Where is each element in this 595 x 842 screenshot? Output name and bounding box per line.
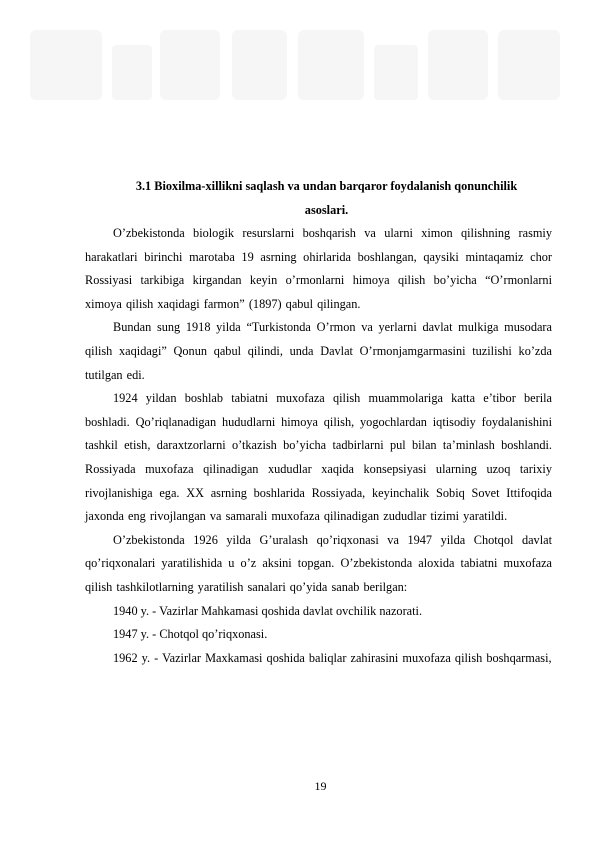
watermark-logo <box>0 0 595 170</box>
document-body <box>85 174 552 670</box>
list-item: 1947 y. - Chotqol qo’riqxonasi. <box>113 627 268 642</box>
section-heading-continued: asoslari. <box>304 203 349 217</box>
section-heading: 3.1 Bioxilma-xillikni saqlash va undan barqaror foydalanish qonunchilik <box>135 179 518 193</box>
paragraph: 1962 y. - Vazirlar Maxkamasi qoshida baliqlar zahirasini muxofaza qilish boshqarmasi, <box>113 650 552 665</box>
paragraph: 1924 yildan boshlab tabiatni muxofaza qilish muammolariga katta e’tibor berila boshladi. Qo’riqlanadigan hududlarni himoya qilish, yogochlardan iqtisodiy foydalanishini tashkil etish, daraxtzorlarni o’tkazish bo’yicha tadbirlarni pul bilan ta’minlash boshlandi. Rossiyada muxofaza qilinadigan xududlar xaqida konsepsiyasi ularning uzoq tarixiy rivojlanishiga ega. XX asrning boshlarida Rossiyada, keyinchalik Sobiq Sovet Ittifoqida jaxonda eng rivojlangan va samarali muxofaza qilinadigan zududlar tizimi yaratildi. <box>85 391 552 524</box>
page-number: 19 <box>314 779 327 793</box>
paragraph: Bundan sung 1918 yilda “Turkistonda O’rmon va yerlarni davlat mulkiga musodara qilish xaqidagi” Qonun qabul qilindi, unda Davlat O’rmonjamgarmasini tuzilishi ko’zda tutilgan edi. <box>85 320 552 382</box>
list-item: 1940 y. - Vazirlar Mahkamasi qoshida davlat ovchilik nazorati. <box>113 603 423 618</box>
paragraph: O’zbekistonda 1926 yilda G’uralash qo’riqxonasi va 1947 yilda Chotqol davlat qo’riqxonalari yaratilishida u o’z aksini topgan. O’zbekistonda aloxida tabiatni muxofaza qilish tashkilotlarning yaratilish sanalari qo’yida sanab berilgan: <box>85 532 552 594</box>
paragraph: O’zbekistonda biologik resurslarni boshqarish va ularni ximon qilishning rasmiy harakatlari birinchi marotaba 19 asrning ohirlarida boshlangan, qaysiki mintaqamiz chor Rossiyasi tarkibiga kirgandan keyin o’rmonlarni himoya qilish bo’yicha “O’rmonlarni ximoya qilish xaqidagi farmon” (1897) qabul qilingan. <box>85 226 552 311</box>
